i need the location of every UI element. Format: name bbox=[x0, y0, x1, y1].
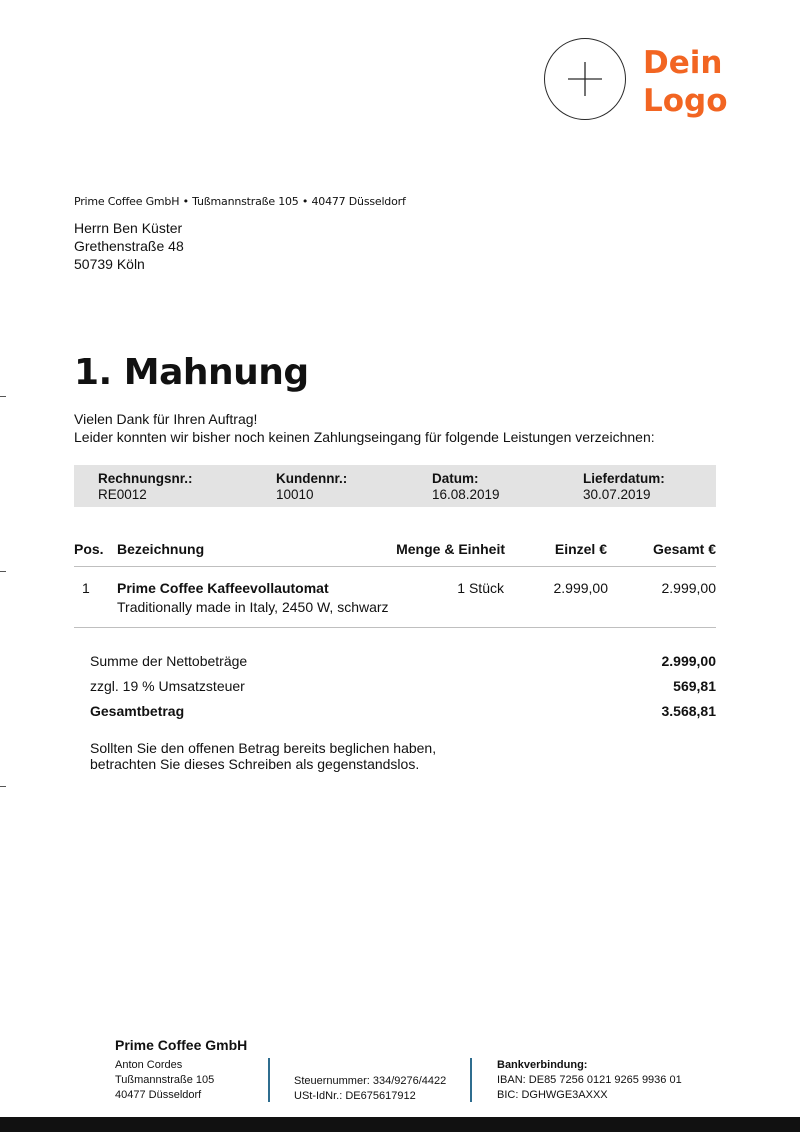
grand-total-row bbox=[90, 703, 716, 721]
meta-label: Rechnungsnr.: bbox=[98, 471, 193, 486]
sender-address-line: Prime Coffee GmbH • Tußmannstraße 105 • 40477 Düsseldorf bbox=[74, 195, 406, 208]
total-value: 3.568,81 bbox=[661, 703, 716, 719]
footer-company-name: Prime Coffee GmbH bbox=[115, 1037, 248, 1053]
recipient-street: Grethenstraße 48 bbox=[74, 238, 184, 254]
footer-vat-id: USt-IdNr.: DE675617912 bbox=[294, 1090, 416, 1102]
row-unit-price: 2.999,00 bbox=[553, 580, 608, 596]
column-header-quantity: Menge & Einheit bbox=[396, 541, 505, 557]
closing-line-2: betrachten Sie dieses Schreiben als gegenstandslos. bbox=[90, 756, 420, 772]
footer-bank-title: Bankverbindung: bbox=[497, 1059, 588, 1071]
column-header-pos: Pos. bbox=[74, 541, 104, 557]
column-header-description: Bezeichnung bbox=[117, 541, 205, 557]
total-label: Gesamtbetrag bbox=[90, 703, 185, 719]
meta-value: 30.07.2019 bbox=[583, 487, 651, 502]
meta-value: 10010 bbox=[276, 487, 314, 502]
bottom-bar bbox=[0, 1117, 800, 1132]
net-total-row bbox=[90, 653, 716, 671]
row-item-name: Prime Coffee Kaffeevollautomat bbox=[117, 580, 329, 596]
recipient-address bbox=[74, 219, 184, 273]
row-total: 2.999,00 bbox=[661, 580, 716, 596]
row-position: 1 bbox=[82, 580, 90, 596]
meta-label: Datum: bbox=[432, 471, 479, 486]
invoice-date bbox=[432, 471, 500, 503]
intro-line-1: Vielen Dank für Ihren Auftrag! bbox=[74, 411, 258, 427]
footer-contact-line: Anton Cordes bbox=[115, 1059, 183, 1071]
invoice-meta-box bbox=[74, 465, 716, 507]
vat-row bbox=[90, 678, 716, 696]
closing-text bbox=[90, 740, 436, 772]
footer-contact bbox=[115, 1058, 214, 1103]
logo-placeholder bbox=[643, 44, 728, 120]
meta-label: Kundennr.: bbox=[276, 471, 348, 486]
plus-circle-icon bbox=[544, 38, 626, 120]
fold-mark-middle bbox=[0, 571, 6, 572]
fold-mark-top bbox=[0, 396, 6, 397]
fold-mark-bottom bbox=[0, 786, 6, 787]
table-header-divider bbox=[74, 566, 716, 567]
total-label: Summe der Nettobeträge bbox=[90, 653, 248, 669]
delivery-date bbox=[583, 471, 665, 503]
footer-iban: IBAN: DE85 7256 0121 9265 9936 01 bbox=[497, 1074, 682, 1086]
footer-contact-line: Tußmannstraße 105 bbox=[115, 1074, 215, 1086]
logo-line-2: Logo bbox=[643, 83, 728, 119]
footer-bic: BIC: DGHWGE3AXXX bbox=[497, 1089, 608, 1101]
customer-number bbox=[276, 471, 347, 503]
logo-line-1: Dein bbox=[643, 45, 723, 81]
page-title: 1. Mahnung bbox=[74, 352, 309, 393]
invoice-number bbox=[98, 471, 193, 503]
footer-tax-info bbox=[294, 1074, 446, 1104]
total-value: 2.999,00 bbox=[661, 653, 716, 669]
table-bottom-divider bbox=[74, 627, 716, 628]
closing-line-1: Sollten Sie den offenen Betrag bereits beglichen haben, bbox=[90, 740, 437, 756]
column-header-total: Gesamt € bbox=[652, 541, 716, 557]
recipient-city: 50739 Köln bbox=[74, 256, 145, 272]
meta-value: 16.08.2019 bbox=[432, 487, 500, 502]
row-item-detail: Traditionally made in Italy, 2450 W, schwarz bbox=[117, 599, 389, 615]
recipient-name: Herrn Ben Küster bbox=[74, 220, 183, 236]
meta-value: RE0012 bbox=[98, 487, 147, 502]
row-quantity: 1 Stück bbox=[457, 580, 504, 596]
meta-label: Lieferdatum: bbox=[583, 471, 665, 486]
total-label: zzgl. 19 % Umsatzsteuer bbox=[90, 678, 245, 694]
footer-tax-number: Steuernummer: 334/9276/4422 bbox=[294, 1075, 447, 1087]
footer-contact-line: 40477 Düsseldorf bbox=[115, 1089, 202, 1101]
intro-line-2: Leider konnten wir bisher noch keinen Zahlungseingang für folgende Leistungen verzeichnen: bbox=[74, 429, 655, 445]
footer-divider bbox=[268, 1058, 270, 1102]
footer-divider bbox=[470, 1058, 472, 1102]
intro-text bbox=[74, 410, 655, 446]
total-value: 569,81 bbox=[673, 678, 716, 694]
column-header-unit-price: Einzel € bbox=[554, 541, 607, 557]
footer-bank-info bbox=[497, 1058, 682, 1103]
